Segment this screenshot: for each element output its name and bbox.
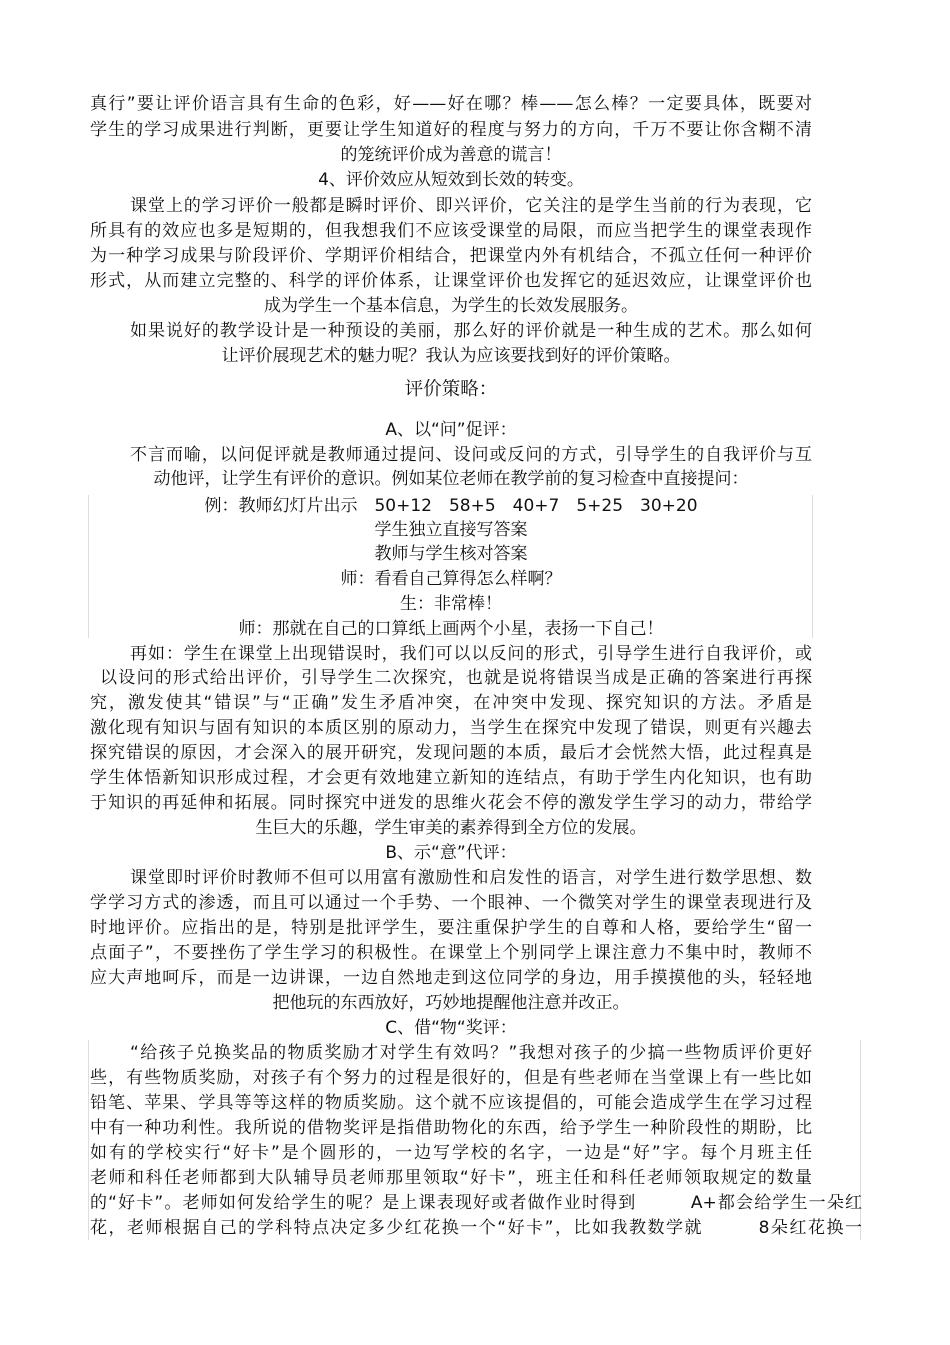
paragraph-line: 把他玩的东西放好，巧妙地提醒他注意并改正。 (272, 993, 630, 1013)
example-line: 师：那就在自己的口算纸上画两个小星，表扬一下自己！ (238, 619, 664, 639)
paragraph-line: 铅笔、苹果、学具等等这样的物质奖励。这个就不应该提倡的，可能会造成学生在学习过程 (90, 1093, 812, 1113)
paragraph-line: 课堂上的学习评价一般都是瞬时评价、即兴评价，它关注的是学生当前的行为表现，它 (130, 196, 812, 216)
paragraph-line: 的“好卡”。老师如何发给学生的呢？是上课表现好或者做作业时得到 A+都会给学生一朵红 (90, 1193, 862, 1213)
example-line: 师：看看自己算得怎么样啊？ (340, 569, 562, 589)
paragraph-line: 学生体悟新知识形成过程，才会更有效地建立新知的连结点，有助于学生内化知识，也有助 (90, 768, 812, 788)
paragraph-line: 时地评价。应指出的是，特别是批评学生，要注重保护学生的自尊和人格，要给学生“留一 (90, 918, 812, 938)
subheading-c: C、借“物“奖评： (385, 1018, 517, 1038)
paragraph-line: 应大声地呵斥，而是一边讲课，一边自然地走到这位同学的身边，用手摸摸他的头，轻轻地 (90, 968, 812, 988)
paragraph-line: 花，老师根据自己的学科特点决定多少红花换一个“好卡”，比如我教数学就 8朵红花换一 (90, 1218, 862, 1238)
paragraph-line: 中有一种功利性。我所说的借物奖评是指借助物化的东西，给予学生一种阶段性的期盼，比 (90, 1118, 812, 1138)
paragraph-line: 如果说好的教学设计是一种预设的美丽，那么好的评价就是一种生成的艺术。那么如何 (130, 321, 812, 341)
paragraph-line: “给孩子兑换奖品的物质奖励才对学生有效吗？”我想对孩子的少搞一些物质评价更好 (130, 1043, 812, 1063)
paragraph-line: 让评价展现艺术的魅力呢？我认为应该要找到好的评价策略。 (221, 346, 681, 366)
subheading-4: 4、评价效应从短效到长效的转变。 (318, 170, 584, 190)
paragraph-line: 学生的学习成果进行判断，更要让学生知道好的程度与努力的方向，千万不要让你含糊不清 (90, 120, 812, 140)
paragraph-line: 于知识的再延伸和拓展。同时探究中迸发的思维火花会不停的激发学生学习的动力，带给学 (90, 793, 812, 813)
example-line: 教师与学生核对答案 (374, 544, 528, 564)
paragraph-line: 学学习方式的渗透，而且可以通过一个手势、一个眼神、一个微笑对学生的课堂表现进行及 (90, 893, 812, 913)
paragraph-line: 的笼统评价成为善意的谎言！ (340, 145, 562, 165)
paragraph-line: 形式，从而建立完整的、科学的评价体系，让课堂评价也发挥它的延迟效应，让课堂评价也 (90, 271, 812, 291)
paragraph-line: 生巨大的乐趣，学生审美的素养得到全方位的发展。 (255, 818, 647, 838)
section-heading: 评价策略： (404, 379, 498, 400)
paragraph-line: 究，激发使其“错误”与“正确”发生矛盾冲突，在冲突中发现、探究知识的方法。矛盾是 (90, 693, 812, 713)
example-line: 学生独立直接写答案 (374, 520, 528, 540)
paragraph-line: 课堂即时评价时教师不但可以用富有激励性和启发性的语言，对学生进行数学思想、数 (130, 868, 812, 888)
paragraph-line: 如有的学校实行“好卡”是个圆形的，一边写学校的名字，一边是“好”字。每个月班主任 (90, 1143, 812, 1163)
paragraph-line: 动他评，让学生有评价的意识。例如某位老师在教学前的复习检查中直接提问： (153, 469, 749, 489)
subheading-a: A、以“问”促评： (385, 420, 517, 440)
paragraph-line: 真行”要让评价语言具有生命的色彩，好——好在哪？棒——怎么棒？一定要具体，既要对 (90, 94, 812, 114)
paragraph-line: 再如：学生在课堂上出现错误时，我们可以以反问的形式，引导学生进行自我评价，或 (130, 644, 812, 664)
c-section-box-left-border (88, 1040, 89, 1240)
paragraph-line: 不言而喻，以问促评就是教师通过提问、设问或反问的方式，引导学生的自我评价与互 (130, 445, 812, 465)
paragraph-line: 点面子”，不要挫伤了学生学习的积极性。在课堂上个别同学上课注意力不集中时，教师不 (90, 943, 812, 963)
paragraph-line: 为一种学习成果与阶段评价、学期评价相结合，把课堂内外有机结合，不孤立任何一种评价 (90, 246, 812, 266)
subheading-b: B、示“意”代评： (385, 843, 517, 863)
paragraph-line: 成为学生一个基本信息，为学生的长效发展服务。 (264, 296, 638, 316)
example-line: 例：教师幻灯片出示 50+12 58+5 40+7 5+25 30+20 (204, 496, 698, 516)
example-box-right-border (812, 495, 813, 638)
paragraph-line: 些，有些物质奖励，对孩子有个努力的过程是很好的，但是有些老师在当堂课上有一些比如 (90, 1068, 812, 1088)
paragraph-line: 探究错误的原因，才会深入的展开研究，发现问题的本质，最后才会恍然大悟，此过程真是 (90, 743, 812, 763)
example-line: 生：非常棒！ (400, 594, 502, 614)
example-box-left-border (88, 495, 89, 638)
paragraph-line: 所具有的效应也多是短期的，但我想我们不应该受课堂的局限，而应当把学生的课堂表现作 (90, 221, 812, 241)
paragraph-line: 激化现有知识与固有知识的本质区别的原动力，当学生在探究中发现了错误，则更有兴趣去 (90, 718, 812, 738)
paragraph-line: 老师和科任老师都到大队辅导员老师那里领取“好卡”，班主任和科任老师领取规定的数量 (90, 1168, 812, 1188)
paragraph-line: 以设问的形式给出评价，引导学生二次探究，也就是说将错误当成是正确的答案进行再探 (100, 668, 812, 688)
